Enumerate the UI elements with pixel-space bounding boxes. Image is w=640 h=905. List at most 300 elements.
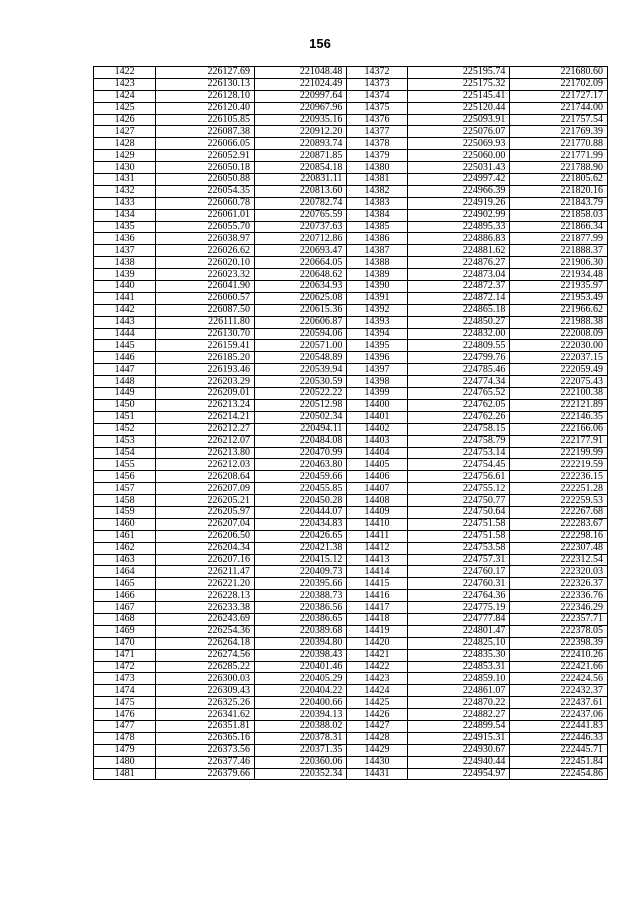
point-number-a-cell: 1472 xyxy=(94,661,156,673)
point-number-b-cell: 14425 xyxy=(347,697,407,709)
point-number-a-cell: 1430 xyxy=(94,162,156,174)
coord-x-a-cell: 226379.66 xyxy=(156,768,255,780)
coord-y-a-cell: 220854.18 xyxy=(254,162,346,174)
coord-y-a-cell: 220737.63 xyxy=(254,221,346,233)
coord-y-b-cell: 222059.49 xyxy=(510,364,608,376)
coord-x-b-cell: 224775.19 xyxy=(407,602,510,614)
coord-x-b-cell: 224754.45 xyxy=(407,459,510,471)
table-row xyxy=(94,661,608,673)
point-number-b-cell: 14387 xyxy=(347,245,407,257)
coord-x-b-cell: 224832.00 xyxy=(407,328,510,340)
coord-y-b-cell: 222199.99 xyxy=(510,447,608,459)
coord-y-a-cell: 220434.83 xyxy=(254,518,346,530)
table-row xyxy=(94,709,608,721)
coord-y-b-cell: 221757.54 xyxy=(510,114,608,126)
point-number-b-cell: 14419 xyxy=(347,625,407,637)
table-row xyxy=(94,578,608,590)
coord-y-b-cell: 221744.00 xyxy=(510,102,608,114)
point-number-a-cell: 1451 xyxy=(94,411,156,423)
coord-y-a-cell: 221024.49 xyxy=(254,78,346,90)
point-number-a-cell: 1463 xyxy=(94,554,156,566)
point-number-b-cell: 14426 xyxy=(347,709,407,721)
coord-y-b-cell: 222398.39 xyxy=(510,637,608,649)
point-number-b-cell: 14415 xyxy=(347,578,407,590)
table-row xyxy=(94,566,608,578)
coord-x-a-cell: 226213.24 xyxy=(156,399,255,411)
coord-y-b-cell: 222121.89 xyxy=(510,399,608,411)
coord-y-b-cell: 222166.06 xyxy=(510,423,608,435)
table-row xyxy=(94,518,608,530)
table-row xyxy=(94,138,608,150)
coord-x-a-cell: 226128.10 xyxy=(156,90,255,102)
coord-x-a-cell: 226212.07 xyxy=(156,435,255,447)
coord-y-a-cell: 220935.16 xyxy=(254,114,346,126)
coord-y-b-cell: 222075.43 xyxy=(510,376,608,388)
coord-x-a-cell: 226213.80 xyxy=(156,447,255,459)
coord-x-a-cell: 226203.29 xyxy=(156,376,255,388)
coord-y-a-cell: 220615.36 xyxy=(254,304,346,316)
coord-y-a-cell: 220522.22 xyxy=(254,388,346,400)
coord-y-b-cell: 222451.84 xyxy=(510,756,608,768)
point-number-a-cell: 1461 xyxy=(94,530,156,542)
point-number-a-cell: 1459 xyxy=(94,506,156,518)
point-number-b-cell: 14378 xyxy=(347,138,407,150)
coord-y-b-cell: 221906.30 xyxy=(510,257,608,269)
coordinates-table xyxy=(93,66,608,780)
coord-y-a-cell: 220539.94 xyxy=(254,364,346,376)
coord-x-a-cell: 226120.40 xyxy=(156,102,255,114)
point-number-b-cell: 14411 xyxy=(347,530,407,542)
coord-x-b-cell: 225145.41 xyxy=(407,90,510,102)
coord-y-a-cell: 220967.96 xyxy=(254,102,346,114)
coord-x-b-cell: 224751.58 xyxy=(407,530,510,542)
coord-y-a-cell: 220893.74 xyxy=(254,138,346,150)
coord-y-a-cell: 220912.20 xyxy=(254,126,346,138)
coord-y-b-cell: 222030.00 xyxy=(510,340,608,352)
table-row xyxy=(94,126,608,138)
coord-y-a-cell: 220398.43 xyxy=(254,649,346,661)
coord-x-a-cell: 226130.13 xyxy=(156,78,255,90)
point-number-a-cell: 1426 xyxy=(94,114,156,126)
coord-y-b-cell: 222008.09 xyxy=(510,328,608,340)
coord-x-a-cell: 226111.80 xyxy=(156,316,255,328)
coord-y-a-cell: 220394.80 xyxy=(254,637,346,649)
coord-x-b-cell: 224777.84 xyxy=(407,613,510,625)
point-number-a-cell: 1422 xyxy=(94,67,156,79)
coord-x-a-cell: 226309.43 xyxy=(156,685,255,697)
coord-x-a-cell: 226185.20 xyxy=(156,352,255,364)
coord-x-b-cell: 224876.27 xyxy=(407,257,510,269)
point-number-a-cell: 1473 xyxy=(94,673,156,685)
coord-y-b-cell: 222037.15 xyxy=(510,352,608,364)
coord-y-a-cell: 220494.11 xyxy=(254,423,346,435)
coord-x-a-cell: 226243.69 xyxy=(156,613,255,625)
coord-y-b-cell: 222283.67 xyxy=(510,518,608,530)
coord-y-a-cell: 220421.38 xyxy=(254,542,346,554)
point-number-a-cell: 1440 xyxy=(94,281,156,293)
table-row xyxy=(94,471,608,483)
coord-x-b-cell: 224825.10 xyxy=(407,637,510,649)
point-number-a-cell: 1424 xyxy=(94,90,156,102)
table-row xyxy=(94,150,608,162)
table-row xyxy=(94,506,608,518)
coord-x-b-cell: 224915.31 xyxy=(407,732,510,744)
coord-x-a-cell: 226050.18 xyxy=(156,162,255,174)
coord-y-b-cell: 221770.88 xyxy=(510,138,608,150)
coord-x-b-cell: 224930.67 xyxy=(407,744,510,756)
coord-x-a-cell: 226130.70 xyxy=(156,328,255,340)
point-number-a-cell: 1450 xyxy=(94,399,156,411)
coord-y-a-cell: 220389.68 xyxy=(254,625,346,637)
point-number-a-cell: 1456 xyxy=(94,471,156,483)
coord-y-b-cell: 222251.28 xyxy=(510,483,608,495)
coord-x-b-cell: 224895.33 xyxy=(407,221,510,233)
coord-x-a-cell: 226206.50 xyxy=(156,530,255,542)
coord-y-a-cell: 220997.64 xyxy=(254,90,346,102)
point-number-a-cell: 1447 xyxy=(94,364,156,376)
coord-x-b-cell: 225076.07 xyxy=(407,126,510,138)
point-number-a-cell: 1474 xyxy=(94,685,156,697)
coord-y-b-cell: 222437.61 xyxy=(510,697,608,709)
table-row xyxy=(94,411,608,423)
coord-x-b-cell: 225120.44 xyxy=(407,102,510,114)
coord-x-b-cell: 224940.44 xyxy=(407,756,510,768)
table-row xyxy=(94,744,608,756)
coord-x-b-cell: 224758.79 xyxy=(407,435,510,447)
coord-y-b-cell: 222177.91 xyxy=(510,435,608,447)
point-number-b-cell: 14417 xyxy=(347,602,407,614)
table-row xyxy=(94,376,608,388)
coord-y-b-cell: 221934.48 xyxy=(510,269,608,281)
coord-y-b-cell: 222454.86 xyxy=(510,768,608,780)
coord-y-b-cell: 222421.66 xyxy=(510,661,608,673)
coord-x-a-cell: 226060.78 xyxy=(156,197,255,209)
point-number-a-cell: 1469 xyxy=(94,625,156,637)
point-number-a-cell: 1423 xyxy=(94,78,156,90)
table-row xyxy=(94,590,608,602)
coord-y-a-cell: 220388.02 xyxy=(254,720,346,732)
coord-x-b-cell: 225031.43 xyxy=(407,162,510,174)
coord-x-b-cell: 224755.12 xyxy=(407,483,510,495)
table-row xyxy=(94,114,608,126)
table-row xyxy=(94,625,608,637)
coord-x-a-cell: 226020.10 xyxy=(156,257,255,269)
point-number-b-cell: 14399 xyxy=(347,388,407,400)
point-number-b-cell: 14394 xyxy=(347,328,407,340)
point-number-b-cell: 14388 xyxy=(347,257,407,269)
point-number-a-cell: 1431 xyxy=(94,174,156,186)
coord-y-b-cell: 222441.83 xyxy=(510,720,608,732)
coord-y-b-cell: 221877.99 xyxy=(510,233,608,245)
coord-x-a-cell: 226211.47 xyxy=(156,566,255,578)
point-number-a-cell: 1449 xyxy=(94,388,156,400)
table-row xyxy=(94,209,608,221)
coord-x-a-cell: 226087.50 xyxy=(156,304,255,316)
coord-y-a-cell: 220606.87 xyxy=(254,316,346,328)
coord-y-a-cell: 220571.00 xyxy=(254,340,346,352)
point-number-a-cell: 1467 xyxy=(94,602,156,614)
point-number-a-cell: 1442 xyxy=(94,304,156,316)
coord-x-b-cell: 224760.31 xyxy=(407,578,510,590)
point-number-b-cell: 14379 xyxy=(347,150,407,162)
point-number-b-cell: 14405 xyxy=(347,459,407,471)
coord-x-a-cell: 226300.03 xyxy=(156,673,255,685)
point-number-a-cell: 1477 xyxy=(94,720,156,732)
table-row xyxy=(94,281,608,293)
coord-x-b-cell: 224872.14 xyxy=(407,292,510,304)
coord-y-b-cell: 221805.62 xyxy=(510,174,608,186)
point-number-a-cell: 1443 xyxy=(94,316,156,328)
coord-y-b-cell: 221727.17 xyxy=(510,90,608,102)
coord-y-a-cell: 220634.93 xyxy=(254,281,346,293)
table-row xyxy=(94,685,608,697)
coord-x-a-cell: 226214.21 xyxy=(156,411,255,423)
coord-y-b-cell: 222298.16 xyxy=(510,530,608,542)
point-number-a-cell: 1433 xyxy=(94,197,156,209)
point-number-b-cell: 14427 xyxy=(347,720,407,732)
point-number-b-cell: 14409 xyxy=(347,506,407,518)
point-number-a-cell: 1462 xyxy=(94,542,156,554)
table-row xyxy=(94,768,608,780)
coord-x-b-cell: 224809.55 xyxy=(407,340,510,352)
coord-y-b-cell: 222307.48 xyxy=(510,542,608,554)
coord-y-a-cell: 220648.62 xyxy=(254,269,346,281)
coord-y-a-cell: 220470.99 xyxy=(254,447,346,459)
coord-y-a-cell: 220530.59 xyxy=(254,376,346,388)
point-number-b-cell: 14401 xyxy=(347,411,407,423)
coord-x-a-cell: 226105.85 xyxy=(156,114,255,126)
point-number-b-cell: 14392 xyxy=(347,304,407,316)
point-number-a-cell: 1435 xyxy=(94,221,156,233)
coord-y-b-cell: 221769.39 xyxy=(510,126,608,138)
point-number-b-cell: 14431 xyxy=(347,768,407,780)
coord-x-a-cell: 226060.57 xyxy=(156,292,255,304)
point-number-b-cell: 14400 xyxy=(347,399,407,411)
coord-y-a-cell: 220782.74 xyxy=(254,197,346,209)
coord-x-b-cell: 224801.47 xyxy=(407,625,510,637)
table-row xyxy=(94,304,608,316)
coord-y-b-cell: 221843.79 xyxy=(510,197,608,209)
point-number-b-cell: 14418 xyxy=(347,613,407,625)
table-row xyxy=(94,483,608,495)
table-row xyxy=(94,756,608,768)
coord-x-b-cell: 224966.39 xyxy=(407,185,510,197)
coord-x-b-cell: 224997.42 xyxy=(407,174,510,186)
coord-x-b-cell: 224873.04 xyxy=(407,269,510,281)
coord-x-a-cell: 226208.64 xyxy=(156,471,255,483)
coord-y-a-cell: 220463.80 xyxy=(254,459,346,471)
coord-y-a-cell: 220360.06 xyxy=(254,756,346,768)
table-row xyxy=(94,447,608,459)
coord-x-b-cell: 224861.07 xyxy=(407,685,510,697)
coord-x-b-cell: 224757.31 xyxy=(407,554,510,566)
point-number-b-cell: 14407 xyxy=(347,483,407,495)
coord-x-b-cell: 224872.37 xyxy=(407,281,510,293)
table-row xyxy=(94,602,608,614)
coord-x-a-cell: 226325.26 xyxy=(156,697,255,709)
point-number-b-cell: 14396 xyxy=(347,352,407,364)
coord-y-b-cell: 221858.03 xyxy=(510,209,608,221)
point-number-a-cell: 1425 xyxy=(94,102,156,114)
coord-x-b-cell: 225093.91 xyxy=(407,114,510,126)
table-row xyxy=(94,388,608,400)
point-number-a-cell: 1427 xyxy=(94,126,156,138)
coord-y-a-cell: 220426.65 xyxy=(254,530,346,542)
coord-y-b-cell: 221988.38 xyxy=(510,316,608,328)
coord-x-a-cell: 226373.56 xyxy=(156,744,255,756)
coord-x-b-cell: 225175.32 xyxy=(407,78,510,90)
coord-y-b-cell: 221680.60 xyxy=(510,67,608,79)
coord-y-b-cell: 222267.68 xyxy=(510,506,608,518)
table-row xyxy=(94,90,608,102)
coord-x-a-cell: 226205.21 xyxy=(156,495,255,507)
point-number-b-cell: 14416 xyxy=(347,590,407,602)
coord-x-b-cell: 224954.97 xyxy=(407,768,510,780)
coord-y-a-cell: 220831.11 xyxy=(254,174,346,186)
coord-y-a-cell: 220401.46 xyxy=(254,661,346,673)
table-row xyxy=(94,732,608,744)
table-row xyxy=(94,185,608,197)
table-row xyxy=(94,613,608,625)
point-number-b-cell: 14413 xyxy=(347,554,407,566)
coord-y-a-cell: 220405.29 xyxy=(254,673,346,685)
point-number-a-cell: 1471 xyxy=(94,649,156,661)
point-number-a-cell: 1438 xyxy=(94,257,156,269)
point-number-b-cell: 14380 xyxy=(347,162,407,174)
table-row xyxy=(94,649,608,661)
point-number-b-cell: 14421 xyxy=(347,649,407,661)
coord-y-a-cell: 220404.22 xyxy=(254,685,346,697)
coord-x-a-cell: 226207.04 xyxy=(156,518,255,530)
coord-y-a-cell: 220444.07 xyxy=(254,506,346,518)
point-number-b-cell: 14393 xyxy=(347,316,407,328)
coord-x-a-cell: 226159.41 xyxy=(156,340,255,352)
table-row xyxy=(94,257,608,269)
point-number-a-cell: 1470 xyxy=(94,637,156,649)
coord-x-a-cell: 226207.09 xyxy=(156,483,255,495)
coord-x-a-cell: 226233.38 xyxy=(156,602,255,614)
table-row xyxy=(94,316,608,328)
coord-x-a-cell: 226274.56 xyxy=(156,649,255,661)
coord-y-b-cell: 222378.05 xyxy=(510,625,608,637)
coord-y-a-cell: 220459.66 xyxy=(254,471,346,483)
coord-y-a-cell: 220502.34 xyxy=(254,411,346,423)
point-number-a-cell: 1480 xyxy=(94,756,156,768)
coord-x-a-cell: 226041.90 xyxy=(156,281,255,293)
page-number: 156 xyxy=(309,36,331,51)
coord-y-b-cell: 222100.38 xyxy=(510,388,608,400)
coord-y-a-cell: 220409.73 xyxy=(254,566,346,578)
table-row xyxy=(94,459,608,471)
coord-x-b-cell: 224760.17 xyxy=(407,566,510,578)
point-number-a-cell: 1460 xyxy=(94,518,156,530)
point-number-a-cell: 1481 xyxy=(94,768,156,780)
point-number-a-cell: 1434 xyxy=(94,209,156,221)
coord-x-a-cell: 226207.16 xyxy=(156,554,255,566)
coord-y-a-cell: 220386.65 xyxy=(254,613,346,625)
table-row xyxy=(94,399,608,411)
point-number-b-cell: 14382 xyxy=(347,185,407,197)
table-row xyxy=(94,542,608,554)
coord-y-b-cell: 222357.71 xyxy=(510,613,608,625)
coord-x-b-cell: 224886.83 xyxy=(407,233,510,245)
coord-x-a-cell: 226254.36 xyxy=(156,625,255,637)
coord-y-b-cell: 222236.15 xyxy=(510,471,608,483)
coord-x-b-cell: 224762.26 xyxy=(407,411,510,423)
point-number-b-cell: 14408 xyxy=(347,495,407,507)
coord-y-b-cell: 222326.37 xyxy=(510,578,608,590)
coord-x-a-cell: 226264.18 xyxy=(156,637,255,649)
point-number-a-cell: 1428 xyxy=(94,138,156,150)
point-number-a-cell: 1479 xyxy=(94,744,156,756)
point-number-b-cell: 14429 xyxy=(347,744,407,756)
point-number-b-cell: 14402 xyxy=(347,423,407,435)
coord-y-b-cell: 222219.59 xyxy=(510,459,608,471)
point-number-b-cell: 14404 xyxy=(347,447,407,459)
point-number-b-cell: 14374 xyxy=(347,90,407,102)
table-row xyxy=(94,720,608,732)
coord-x-b-cell: 224758.15 xyxy=(407,423,510,435)
table-row xyxy=(94,221,608,233)
coord-y-b-cell: 222410.26 xyxy=(510,649,608,661)
coord-x-b-cell: 224853.31 xyxy=(407,661,510,673)
coord-x-b-cell: 224753.58 xyxy=(407,542,510,554)
coord-y-b-cell: 222445.71 xyxy=(510,744,608,756)
coord-y-a-cell: 220765.59 xyxy=(254,209,346,221)
point-number-a-cell: 1465 xyxy=(94,578,156,590)
coord-y-b-cell: 222146.35 xyxy=(510,411,608,423)
point-number-b-cell: 14422 xyxy=(347,661,407,673)
coord-x-b-cell: 224799.76 xyxy=(407,352,510,364)
table-row xyxy=(94,245,608,257)
table-row xyxy=(94,233,608,245)
coord-y-b-cell: 221966.62 xyxy=(510,304,608,316)
coord-x-a-cell: 226221.20 xyxy=(156,578,255,590)
coord-x-a-cell: 226212.27 xyxy=(156,423,255,435)
coord-y-b-cell: 221820.16 xyxy=(510,185,608,197)
coord-y-b-cell: 222446.33 xyxy=(510,732,608,744)
point-number-b-cell: 14424 xyxy=(347,685,407,697)
point-number-b-cell: 14423 xyxy=(347,673,407,685)
table-row xyxy=(94,67,608,79)
coord-x-a-cell: 226377.46 xyxy=(156,756,255,768)
point-number-b-cell: 14398 xyxy=(347,376,407,388)
point-number-a-cell: 1466 xyxy=(94,590,156,602)
coord-y-b-cell: 221788.90 xyxy=(510,162,608,174)
coord-x-b-cell: 224764.36 xyxy=(407,590,510,602)
coord-y-a-cell: 220484.08 xyxy=(254,435,346,447)
table-row xyxy=(94,197,608,209)
table-row xyxy=(94,102,608,114)
table-row xyxy=(94,637,608,649)
table-row xyxy=(94,292,608,304)
point-number-b-cell: 14381 xyxy=(347,174,407,186)
point-number-b-cell: 14384 xyxy=(347,209,407,221)
coord-y-b-cell: 222259.53 xyxy=(510,495,608,507)
point-number-a-cell: 1448 xyxy=(94,376,156,388)
point-number-a-cell: 1468 xyxy=(94,613,156,625)
coord-x-b-cell: 224762.05 xyxy=(407,399,510,411)
coord-y-b-cell: 221935.97 xyxy=(510,281,608,293)
coord-x-a-cell: 226066.05 xyxy=(156,138,255,150)
coord-y-a-cell: 220813.60 xyxy=(254,185,346,197)
point-number-a-cell: 1455 xyxy=(94,459,156,471)
table-row xyxy=(94,269,608,281)
coord-y-a-cell: 220400.66 xyxy=(254,697,346,709)
point-number-b-cell: 14377 xyxy=(347,126,407,138)
point-number-a-cell: 1432 xyxy=(94,185,156,197)
point-number-b-cell: 14406 xyxy=(347,471,407,483)
